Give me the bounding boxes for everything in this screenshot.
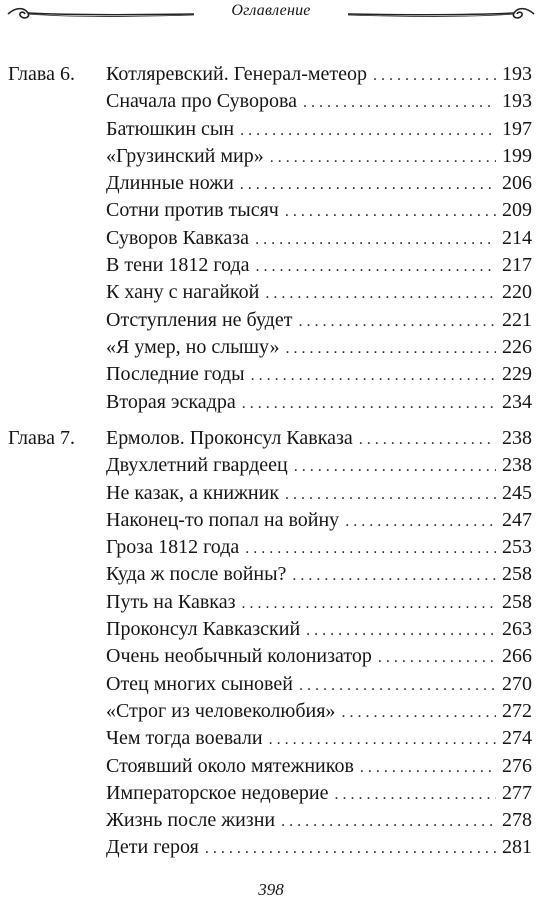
entry-title: Стоявший около мятежников [106, 754, 354, 777]
dot-leader [359, 426, 496, 454]
entry-title: Императорское недоверие [106, 781, 329, 804]
dot-leader [281, 808, 496, 836]
dot-leader [292, 562, 496, 590]
toc-entry[interactable] [106, 560, 532, 587]
entry-page-number: 258 [502, 563, 532, 586]
entry-page-number: 206 [502, 172, 532, 195]
dot-leader [378, 644, 496, 672]
entry-title: В тени 1812 года [106, 254, 250, 277]
entry-title: Длинные ножи [106, 172, 234, 195]
entry-title: Отступления не будет [106, 308, 293, 331]
page-number: 398 [258, 880, 284, 899]
dot-leader [360, 754, 496, 782]
toc-entry[interactable] [106, 588, 532, 615]
entry-page-number: 193 [502, 63, 532, 85]
toc-entry[interactable] [106, 697, 532, 724]
entry-page-number: 199 [502, 144, 532, 167]
dot-leader [299, 672, 496, 700]
entry-title: «Строг из человеколюбия» [106, 699, 336, 722]
dot-leader [286, 335, 496, 363]
entry-title: Вторая эскадра [106, 390, 236, 413]
dot-leader [241, 590, 496, 618]
entry-title: Сотни против тысяч [106, 199, 279, 222]
dot-leader [306, 617, 496, 645]
entry-page-number: 276 [502, 754, 532, 777]
toc-entry[interactable] [106, 87, 532, 114]
header-title: Оглавление [231, 2, 311, 19]
right-flourish-ornament [346, 4, 536, 24]
toc-entry[interactable] [106, 306, 532, 333]
entry-page-number: 214 [502, 226, 532, 249]
entry-title: Ермолов. Проконсул Кавказа [106, 427, 353, 449]
entry-title: Дети героя [106, 836, 199, 859]
running-header [0, 0, 542, 30]
entry-page-number: 245 [502, 481, 532, 504]
entry-title: Котляревский. Генерал-метеор [106, 63, 368, 85]
entry-title: Суворов Кавказа [106, 226, 250, 249]
dot-leader [285, 481, 496, 509]
entry-page-number: 229 [502, 363, 532, 386]
entry-title: Путь на Кавказ [106, 590, 236, 613]
entry-page-number: 247 [502, 508, 532, 531]
dot-leader [256, 253, 496, 281]
entry-page-number: 281 [502, 836, 532, 859]
entry-page-number: 270 [502, 672, 532, 695]
entry-page-number: 217 [502, 254, 532, 277]
dot-leader [345, 508, 496, 536]
entry-title: Очень необычный колонизатор [106, 645, 372, 668]
entry-title: Куда ж после войны? [106, 563, 287, 586]
toc-list [106, 60, 532, 415]
entry-page-number: 274 [502, 727, 532, 750]
toc-entry[interactable] [106, 615, 532, 642]
toc-entry[interactable] [106, 479, 532, 506]
dot-leader [335, 781, 497, 809]
dot-leader [298, 308, 496, 336]
entry-page-number: 253 [502, 536, 532, 559]
dot-leader [245, 535, 496, 563]
dot-leader [242, 390, 496, 418]
dot-leader [255, 226, 496, 254]
dot-leader [303, 89, 496, 117]
toc-entry[interactable] [106, 251, 532, 278]
toc-entry[interactable] [106, 142, 532, 169]
toc-entry[interactable] [106, 451, 532, 478]
toc-entry[interactable] [106, 724, 532, 751]
toc-entry[interactable] [106, 333, 532, 360]
entry-title: Гроза 1812 года [106, 536, 240, 559]
entry-title: Не казак, а книжник [106, 481, 280, 504]
entry-title: Батюшкин сын [106, 117, 235, 140]
entry-page-number: 209 [502, 199, 532, 222]
entry-page-number: 193 [502, 90, 532, 113]
toc-entry[interactable] [106, 169, 532, 196]
toc-entry[interactable] [106, 224, 532, 251]
dot-leader [269, 726, 496, 754]
toc-entry[interactable] [106, 833, 532, 860]
entry-title: «Грузинский мир» [106, 144, 264, 167]
entry-page-number: 234 [502, 390, 532, 413]
entry-title: Последние годы [106, 363, 245, 386]
dot-leader [205, 835, 496, 863]
entry-title: Наконец-то попал на войну [106, 508, 340, 531]
toc-entry[interactable] [106, 779, 532, 806]
entry-title: «Я умер, но слышу» [106, 335, 280, 358]
toc-entry[interactable] [106, 115, 532, 142]
chapter-label: Глава 7. [8, 427, 75, 449]
entry-page-number: 238 [502, 454, 532, 477]
dot-leader [240, 117, 496, 145]
toc-list [106, 424, 532, 861]
toc-entry[interactable] [106, 60, 532, 87]
dot-leader [240, 171, 496, 199]
entry-page-number: 226 [502, 335, 532, 358]
entry-page-number: 197 [502, 117, 532, 140]
toc-entry[interactable] [106, 670, 532, 697]
toc-entry[interactable] [106, 533, 532, 560]
entry-page-number: 263 [502, 618, 532, 641]
toc-entry[interactable] [106, 752, 532, 779]
entry-page-number: 221 [502, 308, 532, 331]
toc-entry[interactable] [106, 642, 532, 669]
dot-leader [265, 280, 496, 308]
entry-title: Отец многих сыновей [106, 672, 293, 695]
entry-page-number: 238 [502, 427, 532, 449]
dot-leader [373, 62, 496, 90]
toc-entry[interactable] [106, 388, 532, 415]
entry-title: Проконсул Кавказский [106, 618, 301, 641]
entry-title: Жизнь после жизни [106, 809, 276, 832]
dot-leader [341, 699, 496, 727]
entry-page-number: 258 [502, 590, 532, 613]
entry-page-number: 266 [502, 645, 532, 668]
dot-leader [285, 198, 496, 226]
toc-entry[interactable] [106, 196, 532, 223]
dot-leader [270, 144, 496, 172]
toc-entry[interactable] [106, 424, 532, 451]
toc-entry[interactable] [106, 506, 532, 533]
entry-title: К хану с нагайкой [106, 281, 260, 304]
entry-page-number: 278 [502, 809, 532, 832]
entry-title: Чем тогда воевали [106, 727, 263, 750]
toc-entry[interactable] [106, 360, 532, 387]
entry-page-number: 220 [502, 281, 532, 304]
entry-title: Сначала про Суворова [106, 90, 297, 113]
toc-entry[interactable] [106, 278, 532, 305]
entry-page-number: 272 [502, 699, 532, 722]
chapter-label: Глава 6. [8, 63, 75, 85]
entry-page-number: 277 [502, 781, 532, 804]
entry-title: Двухлетний гвардеец [106, 454, 288, 477]
dot-leader [251, 362, 496, 390]
toc-entry[interactable] [106, 806, 532, 833]
dot-leader [294, 453, 496, 481]
